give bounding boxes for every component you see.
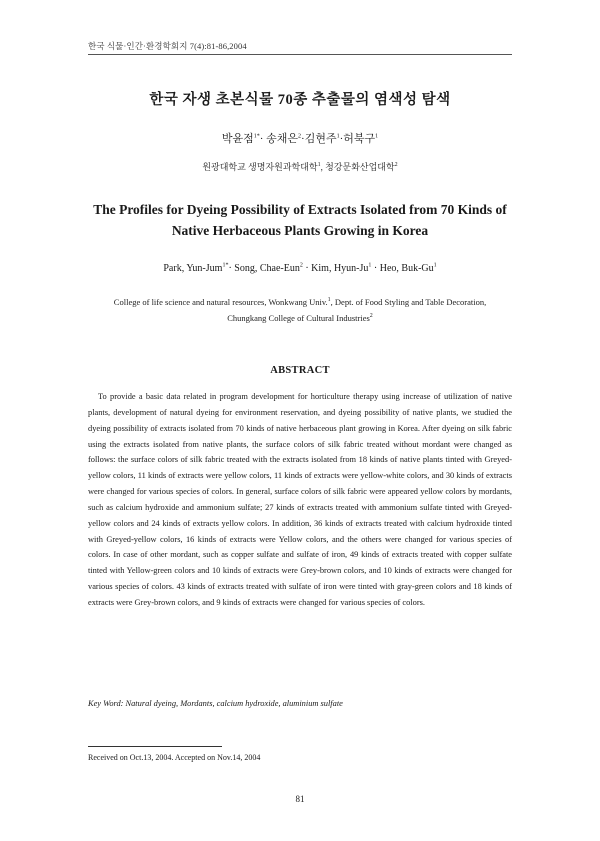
footnote-rule xyxy=(88,746,222,747)
affiliation-en-part: , Dept. of Food Styling and Table Decoration, xyxy=(330,297,487,307)
author-ko: 송채은 xyxy=(266,133,299,145)
author-ko-mark: 1 xyxy=(336,133,340,140)
author-ko-mark: 2 xyxy=(298,133,302,140)
author-en-mark: 1* xyxy=(222,262,229,269)
title-korean: 한국 자생 초본식물 70종 추출물의 염색성 탐색 xyxy=(149,92,451,108)
keywords: Key Word: Natural dyeing, Mordants, calcium hydroxide, aluminium sulfate xyxy=(88,699,343,708)
received-note: Received on Oct.13, 2004. Accepted on Nov.14, 2004 xyxy=(88,753,261,762)
author-ko-mark: 1* xyxy=(253,133,260,140)
affiliation-separator: , xyxy=(320,162,326,172)
affiliation-en-part: Chungkang College of Cultural Industries xyxy=(227,313,370,323)
title-english-line: The Profiles for Dyeing Possibility of Extracts Isolated from 70 Kinds of xyxy=(93,202,507,217)
author-ko: 박윤점 xyxy=(221,133,254,145)
affiliation-en-mark: 1 xyxy=(327,297,331,304)
author-separator: · xyxy=(339,133,344,145)
affiliation-en-mark: 2 xyxy=(369,313,373,320)
author-en-mark: 1 xyxy=(433,262,437,269)
affiliation-en-part: College of life science and natural resources, Wonkwang Univ. xyxy=(113,297,328,307)
affiliation-ko-mark: 1 xyxy=(317,162,321,168)
abstract-body: To provide a basic data related in program development for horticulture therapy using increase of utilization of native plants, development of natural dyeing for environment reservation, and dyeing possibility of native plants, we studied the dyeing possibility of extracts isolated from 70 kinds of native herbaceous plant growing in Korea. After dyeing on silk fabric using the extracts isolated from native plants, the surface colors of silk fabric treated without mordant were changed as follows: the surface colors of silk fabric treated with the extracts isolated from 18 kinds of native plants tinted with Greyed-yellow colors, 11 kinds of extracts were yellow colors, 11 kinds of extracts were yellow-white colors, and 30 kinds of extracts were changed for various species of colors. In general, surface colors of silk fabric were appeared yellow colors by mordants, such as calcium hydroxide and ammonium sulfate; 27 kinds of extracts treated with ammonium sulfate tinted with Greyed-yellow colors and 24 kinds of extracts yellow colors. In addition, 36 kinds of extracts treated with calcium hydroxide tinted with Greyed-yellow colors, 16 kinds of extracts were Yellow colors, and the others were changed for various species of colors. In case of other mordant, such as copper sulfate and sulfate of iron, 49 kinds of extracts treated with copper sulfate tinted with Yellow-green colors and 10 kinds of extracts were Grey-brown colors, and 10 kinds of extracts were changed for various species of colors. 43 kinds of extracts treated with sulfate of iron were tinted with gray-green colors and 18 kinds of extracts were Grey-brown colors, and 9 kinds of extracts were changed for various species of colors. xyxy=(88,392,512,607)
author-separator: · xyxy=(301,133,305,145)
journal-header: 한국 식물·인간·환경학회지 7(4):81-86,2004 xyxy=(88,41,247,51)
title-english xyxy=(60,199,540,241)
author-ko-mark: 1 xyxy=(375,133,379,140)
affiliation-ko-mark: 2 xyxy=(394,162,398,168)
author-en: Park, Yun-Jum xyxy=(163,263,223,274)
author-en: Kim, Hyun-Ju xyxy=(311,263,369,274)
affiliation-ko: 원광대학교 생명자원과학대학 xyxy=(202,162,318,172)
author-en: Heo, Buk-Gu xyxy=(379,263,434,274)
author-ko: 허북구 xyxy=(343,133,376,145)
affiliations-english xyxy=(80,294,520,326)
author-separator: · xyxy=(371,263,380,274)
page-number: 81 xyxy=(295,794,305,804)
affiliations-korean xyxy=(0,160,600,173)
affiliation-ko: 청강문화산업대학 xyxy=(325,162,395,172)
author-en: Song, Chae-Eun xyxy=(234,263,300,274)
author-en-mark: 2 xyxy=(299,262,303,269)
title-english-line: Native Herbaceous Plants Growing in Korea xyxy=(171,223,429,238)
header-rule xyxy=(88,54,512,55)
authors-korean xyxy=(0,130,600,146)
author-en-mark: 1 xyxy=(368,262,372,269)
abstract-heading: ABSTRACT xyxy=(270,365,330,376)
author-separator: · xyxy=(302,263,312,274)
author-separator: · xyxy=(259,133,267,145)
author-ko: 김현주 xyxy=(304,133,337,145)
authors-english xyxy=(0,263,600,274)
author-separator: · xyxy=(228,263,235,274)
